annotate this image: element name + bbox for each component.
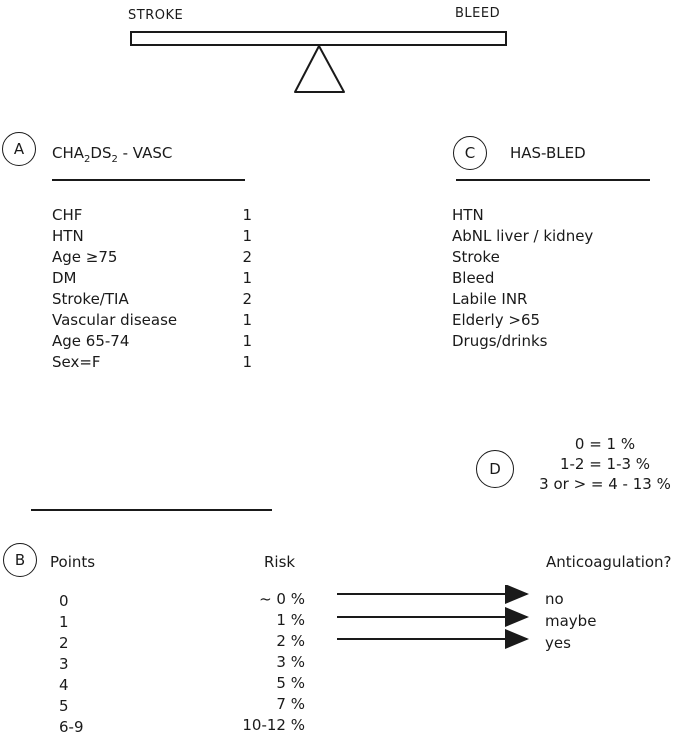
- list-item: 5 %: [276, 673, 305, 692]
- list-item: Labile INR: [452, 289, 528, 308]
- list-item: ~ 0 %: [259, 589, 305, 608]
- list-item: Elderly >65: [452, 310, 541, 329]
- list-item: 1: [59, 612, 69, 631]
- list-item: 1 %: [276, 610, 305, 629]
- list-item: Stroke/TIA 2: [52, 289, 252, 308]
- points-column: [59, 590, 84, 737]
- list-item: Drugs/drinks: [452, 331, 548, 350]
- list-item: CHF 1: [52, 205, 252, 224]
- arrows-diagram: [330, 585, 540, 655]
- section-a-title: $CHA_2DS_2$ - VASC: [52, 144, 173, 165]
- list-item: maybe: [545, 612, 597, 630]
- section-b-divider: [31, 509, 272, 511]
- list-item: Age ≥75 2: [52, 247, 252, 266]
- balance-beam: [131, 32, 506, 45]
- list-item: Age 65-74 1: [52, 331, 252, 350]
- list-item: 4: [59, 675, 69, 694]
- list-item: 3: [59, 654, 69, 673]
- list-item: HTN 1: [52, 226, 252, 245]
- list-item: DM 1: [52, 268, 252, 287]
- risk-header: Risk: [264, 553, 296, 571]
- section-c-marker: C: [453, 136, 487, 170]
- section-a-marker: A: [2, 132, 36, 166]
- list-item: 3 %: [276, 652, 305, 671]
- anticoagulation-column: [545, 588, 596, 654]
- list-item: 2 %: [276, 631, 305, 650]
- anticoagulation-header: Anticoagulation?: [546, 553, 672, 571]
- list-item: yes: [545, 634, 571, 652]
- section-a-divider: [52, 179, 245, 181]
- has-bled-list: [452, 204, 593, 351]
- list-item: 10-12 %: [242, 715, 305, 734]
- list-item: no: [545, 590, 564, 608]
- list-item: 6-9: [59, 717, 84, 736]
- risk-line: 1-2 = 1-3 %: [559, 455, 651, 473]
- risk-line: 0 = 1 %: [574, 435, 636, 453]
- risk-column: [225, 588, 305, 735]
- section-d-risk-table: [530, 434, 680, 494]
- section-d-marker: D: [476, 450, 514, 488]
- list-item: 2: [59, 633, 69, 652]
- cha2ds2-vasc-list: [52, 204, 252, 372]
- section-c-divider: [456, 179, 650, 181]
- bleed-label: BLEED: [455, 6, 501, 21]
- list-item: 5: [59, 696, 69, 715]
- list-item: Stroke: [452, 247, 500, 266]
- list-item: Bleed: [452, 268, 495, 287]
- list-item: Sex=F 1: [52, 352, 252, 371]
- balance-scale-icon: [0, 0, 685, 100]
- list-item: Vascular disease 1: [52, 310, 252, 329]
- points-header: Points: [50, 553, 96, 571]
- stroke-label: STROKE: [128, 8, 184, 23]
- section-c-title: HAS-BLED: [510, 144, 586, 162]
- risk-line: 3 or > = 4 - 13 %: [539, 475, 671, 493]
- balance-fulcrum: [295, 46, 344, 92]
- section-b-marker: B: [3, 543, 37, 577]
- list-item: AbNL liver / kidney: [452, 226, 594, 245]
- list-item: 7 %: [276, 694, 305, 713]
- list-item: HTN: [452, 205, 484, 224]
- list-item: 0: [59, 591, 69, 610]
